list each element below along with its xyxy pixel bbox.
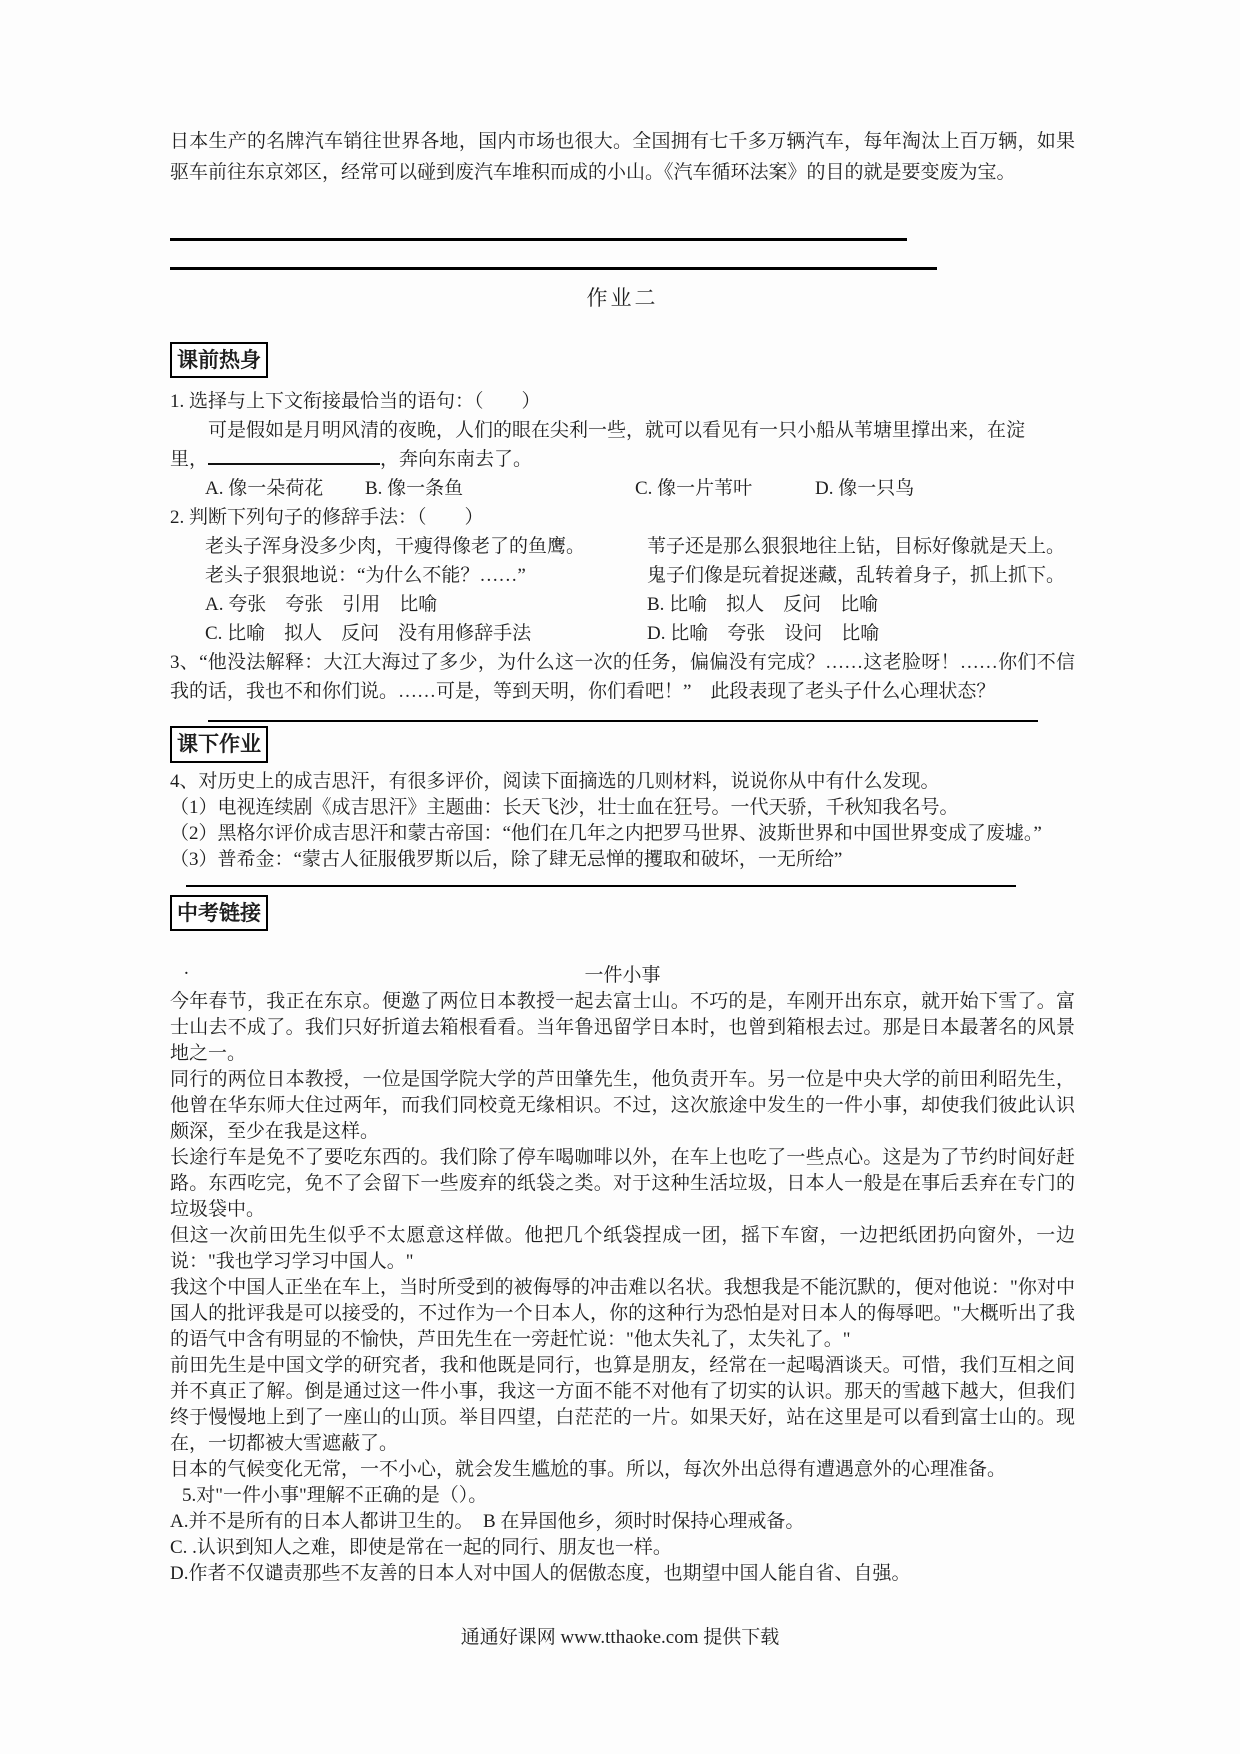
q1-passage-line2: [170, 445, 1075, 474]
q5-option-c: C. .认识到知人之难，即使是常在一起的同行、朋友也一样。: [170, 1536, 672, 1558]
page-title: 作业二: [586, 286, 659, 310]
q4-stem: 4、对历史上的成吉思汗，有很多评价，阅读下面摘选的几则材料，说说你从中有什么发现。: [170, 770, 940, 792]
essay-paragraph-4: 但这一次前田先生似乎不太愿意这样做。他把几个纸袋捏成一团，摇下车窗，一边把纸团扔向窗外，一边说："我也学习学习中国人。": [170, 1224, 1075, 1272]
q5-option-d: D.作者不仅谴责那些不友善的日本人对中国人的倨傲态度，也期望中国人能自省、自强。: [170, 1562, 911, 1584]
q2-options-row-1: [170, 590, 1075, 619]
q4-item-3: （3）普希金：“蒙古人征服俄罗斯以后，除了肆无忌惮的攫取和破坏，一无所给”: [170, 848, 843, 870]
footer-text: 通通好课网 www.tthaoke.com 提供下载: [460, 1627, 780, 1648]
essay-paragraph-1: 今年春节，我正在东京。便邀了两位日本教授一起去富士山。不巧的是，车刚开出东京，就开始下雪了。富士山去不成了。我们只好折道去箱根看看。当年鲁迅留学日本时，也曾到箱根去过。那是日本最著名的风景地之一。: [170, 990, 1075, 1064]
q2-sentence-2-left: 老头子狠狠地说：“为什么不能？……”: [205, 565, 526, 587]
essay-title-row: [170, 957, 1075, 989]
q5-option-ab: A.并不是所有的日本人都讲卫生的。 B 在异国他乡，须时时保持心理戒备。: [170, 1510, 805, 1532]
essay-paragraph-7: 日本的气候变化无常，一不小心，就会发生尴尬的事。所以，每次外出总得有遭遇意外的心理准备。: [170, 1458, 1007, 1480]
essay-paragraph-3: 长途行车是免不了要吃东西的。我们除了停车喝咖啡以外，在车上也吃了一些点心。这是为了节约时间好赶路。东西吃完，免不了会留下一些废弃的纸袋之类。对于这种生活垃圾，日本人一般是在事后丢弃在专门的垃圾袋中。: [170, 1146, 1075, 1220]
answer-line-1: [170, 238, 907, 241]
q1-options: [170, 474, 1075, 503]
section-exam-link-row: [170, 895, 1075, 931]
answer-line-2: [170, 267, 937, 270]
q4-item-1: （1）电视连续剧《成吉思汗》主题曲：长天飞沙，壮士血在狂号。一代天骄，千秋知我名号。: [170, 796, 959, 818]
q1-passage-line1: 可是假如是月明风清的夜晚，人们的眼在尖利一些，就可以看见有一只小船从苇塘里撑出来，在淀: [208, 420, 1026, 442]
essay-paragraph-5: 我这个中国人正坐在车上，当时所受到的被侮辱的冲击难以名状。我想我是不能沉默的，便对他说："你对中国人的批评我是可以接受的，不过作为一个日本人，你的这种行为恐怕是对日本人的侮辱吧。"大概听出了我的语气中含有明显的不愉快，芦田先生在一旁赶忙说："他太失礼了，太失礼了。": [170, 1276, 1075, 1350]
essay-block: [170, 957, 1075, 1483]
q2-option-a: A. 夸张 夸张 引用 比喻: [205, 594, 438, 616]
q1-option-b: B. 像一条鱼: [365, 478, 464, 500]
section-header-homework: 课下作业: [170, 726, 268, 762]
q1-blank-post: ，奔向东南去了。: [380, 449, 533, 471]
q1-option-d: D. 像一只鸟: [815, 478, 915, 500]
q1-blank-pre: 里，: [170, 449, 209, 471]
section-homework-row: [170, 726, 1075, 762]
divider-line-homework: [208, 720, 1038, 722]
q2-sentence-2-right: 鬼子们像是玩着捉迷藏，乱转着身子，抓上抓下。: [647, 565, 1066, 587]
q1-stem: 1. 选择与上下文衔接最恰当的语句：（ ）: [170, 391, 541, 413]
section-warmup-row: [170, 342, 1075, 378]
q2-sentence-row-2: [170, 561, 1075, 590]
q3-text: 3、“他没法解释：大江大海过了多少，为什么这一次的任务，偏偏没有完成？……这老脸呀！……你们不信我的话，我也不和你们说。……可是，等到天明，你们看吧！” 此段表现了老头子什么心理状态？: [170, 652, 1075, 703]
q2-option-c: C. 比喻 拟人 反问 没有用修辞手法: [205, 623, 532, 645]
q1-blank-underline: [208, 446, 380, 465]
q1-option-c: C. 像一片苇叶: [635, 478, 753, 500]
intro-paragraph: 日本生产的名牌汽车销往世界各地，国内市场也很大。全国拥有七千多万辆汽车，每年淘汰上百万辆，如果驱车前往东京郊区，经常可以碰到废汽车堆积而成的小山。《汽车循环法案》的目的就是要变废为宝。: [170, 131, 1075, 183]
q5-stem: 5.对"一件小事"理解不正确的是（）。: [182, 1484, 488, 1506]
page-content: [170, 0, 1075, 1587]
question-5-block: [170, 1483, 1075, 1587]
essay-title: 一件小事: [584, 964, 661, 986]
q2-options-row-2: [170, 619, 1075, 648]
q1-option-a: A. 像一朵荷花: [205, 478, 324, 500]
q2-stem: 2. 判断下列句子的修辞手法：（ ）: [170, 507, 484, 529]
margin-dot: .: [184, 957, 189, 979]
divider-line-exam-link: [186, 885, 1016, 887]
essay-paragraph-2: 同行的两位日本教授，一位是国学院大学的芦田肇先生，他负责开车。另一位是中央大学的前田利昭先生，他曾在华东师大住过两年，而我们同校竟无缘相识。不过，这次旅途中发生的一件小事，却使我们彼此认识颇深，至少在我是这样。: [170, 1068, 1075, 1142]
question-4-block: [170, 769, 1075, 873]
section-header-warmup: 课前热身: [170, 342, 268, 378]
essay-paragraph-6: 前田先生是中国文学的研究者，我和他既是同行，也算是朋友，经常在一起喝酒谈天。可惜，我们互相之间并不真正了解。倒是通过这一件小事，我这一方面不能不对他有了切实的认识。那天的雪越下越大，但我们终于慢慢地上到了一座山的山顶。举目四望，白茫茫的一片。如果天好，站在这里是可以看到富士山的。现在，一切都被大雪遮蔽了。: [170, 1354, 1075, 1454]
section-header-exam-link: 中考链接: [170, 895, 268, 931]
q2-sentence-1-left: 老头子浑身没多少肉，干瘦得像老了的鱼鹰。: [205, 536, 586, 558]
q4-item-2: （2）黑格尔评价成吉思汗和蒙古帝国：“他们在几年之内把罗马世界、波斯世界和中国世界变成了废墟。”: [170, 822, 1042, 844]
q2-sentence-1-right: 苇子还是那么狠狠地往上钻，目标好像就是天上。: [647, 536, 1066, 558]
q2-option-b: B. 比喻 拟人 反问 比喻: [647, 594, 879, 616]
q2-option-d: D. 比喻 夸张 设问 比喻: [647, 623, 880, 645]
q2-sentence-row-1: [170, 532, 1075, 561]
question-block-top: [170, 387, 1075, 706]
